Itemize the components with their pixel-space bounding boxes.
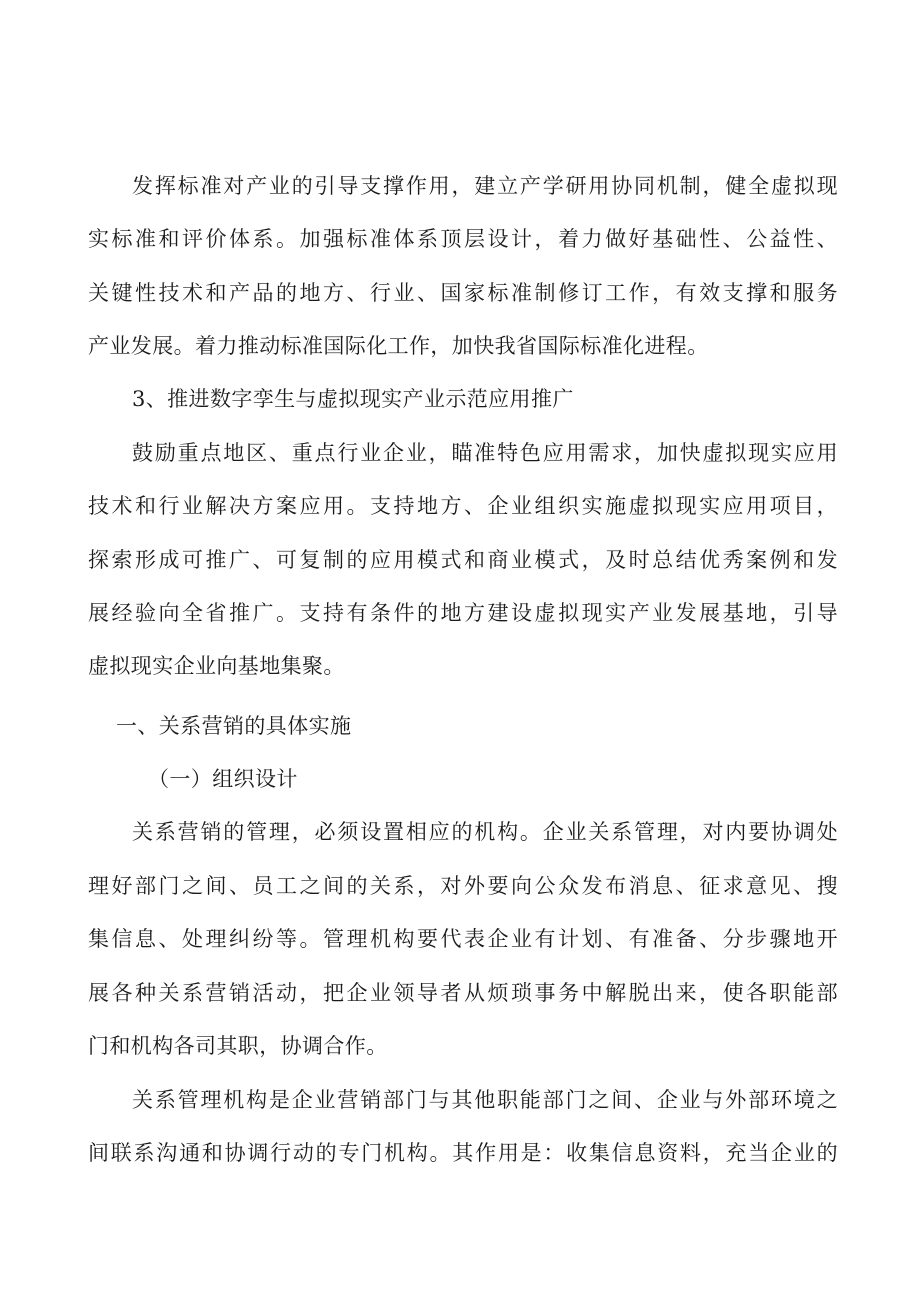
paragraph-line: 鼓励重点地区、重点行业企业，瞄准特色应用需求，加快虚拟现实应用 xyxy=(132,441,838,465)
subsection-title: （一）组织设计 xyxy=(148,767,298,791)
paragraph-line: 发挥标准对产业的引导支撑作用，建立产学研用协同机制，健全虚拟现 xyxy=(132,174,838,198)
paragraph-line: 技术和行业解决方案应用。支持地方、企业组织实施虚拟现实应用项目， xyxy=(88,494,838,518)
paragraph-line: 门和机构各司其职，协调合作。 xyxy=(88,1034,388,1058)
section-title: 一、关系营销的具体实施 xyxy=(116,714,352,738)
paragraph-line: 关键性技术和产品的地方、行业、国家标准制修订工作，有效支撑和服务 xyxy=(88,281,838,305)
paragraph-line: 关系营销的管理，必须设置相应的机构。企业关系管理，对内要协调处 xyxy=(132,820,838,844)
paragraph-line: 间联系沟通和协调行动的专门机构。其作用是：收集信息资料，充当企业的 xyxy=(88,1141,838,1165)
paragraph-line: 探索形成可推广、可复制的应用模式和商业模式，及时总结优秀案例和发 xyxy=(88,548,838,572)
paragraph-line: 实标准和评价体系。加强标准体系顶层设计，着力做好基础性、公益性、 xyxy=(88,227,838,251)
paragraph-line: 虚拟现实企业向基地集聚。 xyxy=(88,654,345,678)
paragraph-line: 产业发展。着力推动标准国际化工作，加快我省国际标准化进程。 xyxy=(88,334,709,358)
subheading-3: 3、推进数字孪生与虚拟现实产业示范应用推广 xyxy=(132,387,574,411)
paragraph-line: 展经验向全省推广。支持有条件的地方建设虚拟现实产业发展基地，引导 xyxy=(88,601,838,625)
paragraph-line: 展各种关系营销活动，把企业领导者从烦琐事务中解脱出来，使各职能部 xyxy=(88,981,838,1005)
paragraph-line: 理好部门之间、员工之间的关系，对外要向公众发布消息、征求意见、搜 xyxy=(88,874,838,898)
paragraph-line: 集信息、处理纠纷等。管理机构要代表企业有计划、有准备、分步骤地开 xyxy=(88,927,838,951)
paragraph-line: 关系管理机构是企业营销部门与其他职能部门之间、企业与外部环境之 xyxy=(132,1088,838,1112)
